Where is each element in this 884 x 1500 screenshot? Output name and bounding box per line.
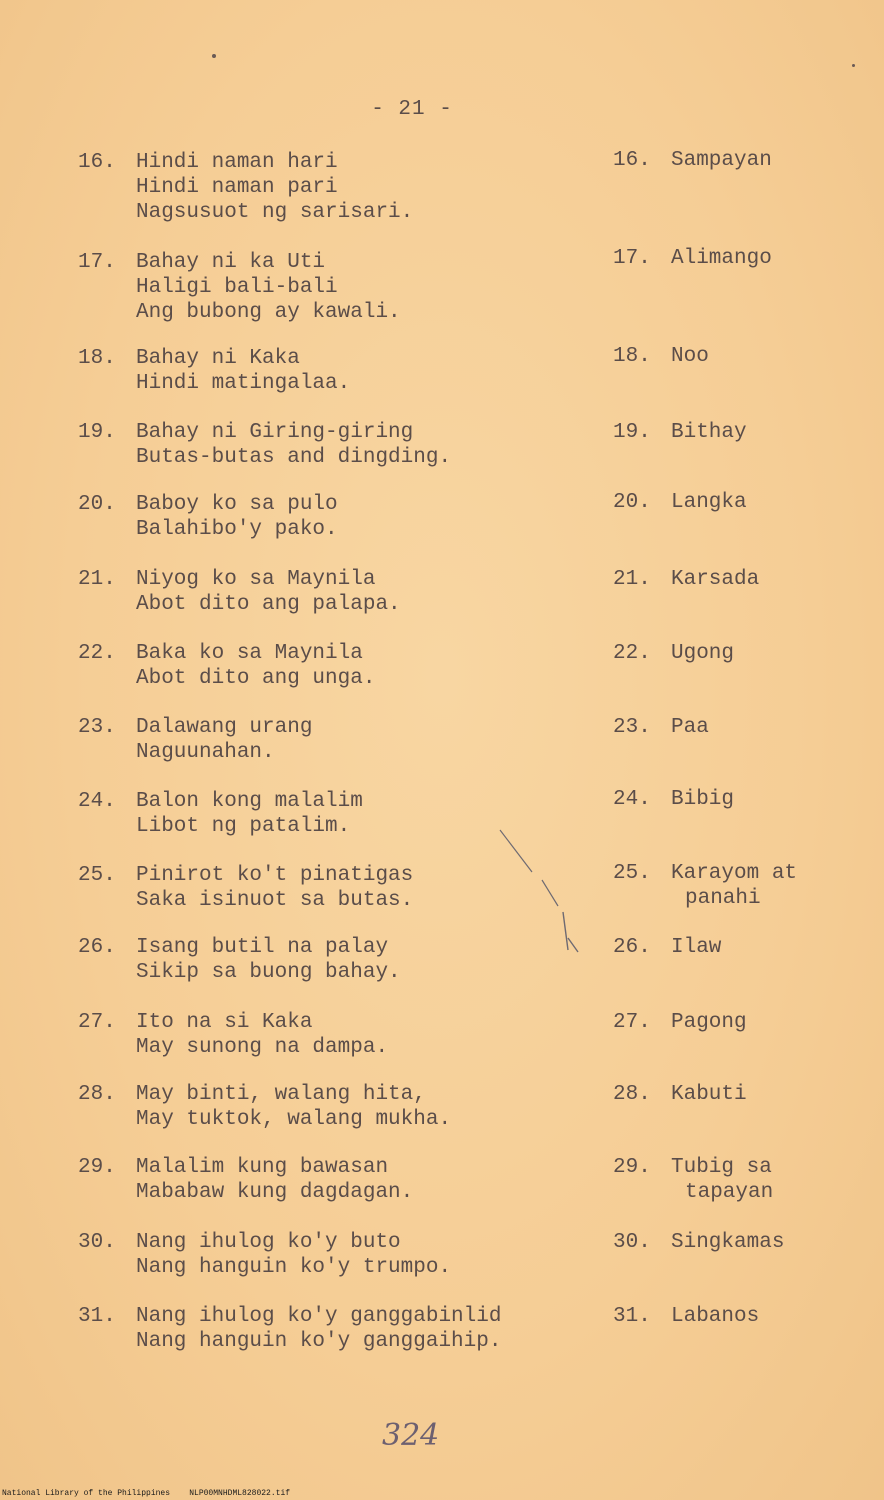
- riddle-line: Malalim kung bawasan: [136, 1156, 389, 1179]
- riddle-line: Ito na si Kaka: [136, 1011, 313, 1034]
- answer-number: 22.: [613, 642, 651, 665]
- riddle-line: May binti, walang hita,: [136, 1083, 426, 1106]
- riddle-line: Bahay ni ka Uti: [136, 251, 326, 274]
- answer-number: 19.: [613, 421, 651, 444]
- answer-number: 18.: [613, 345, 651, 368]
- riddle-line: May tuktok, walang mukha.: [136, 1108, 452, 1131]
- answer-number: 29.: [613, 1156, 651, 1179]
- riddle-line: Hindi naman hari: [136, 151, 338, 174]
- riddle-line: Dalawang urang: [136, 716, 313, 739]
- riddle-line: Bahay ni Giring-giring: [136, 421, 414, 444]
- answer-text: Noo: [671, 345, 709, 368]
- answer-text: Karsada: [671, 568, 760, 591]
- riddle-number: 19.: [78, 421, 116, 444]
- riddle-line: Bahay ni Kaka: [136, 347, 300, 370]
- riddle-line: Abot dito ang unga.: [136, 667, 376, 690]
- handwritten-page-note: 324: [382, 1418, 440, 1453]
- riddle-line: Saka isinuot sa butas.: [136, 889, 414, 912]
- answer-text: Alimango: [671, 247, 772, 270]
- answer-number: 30.: [613, 1231, 651, 1254]
- riddle-line: Isang butil na palay: [136, 936, 389, 959]
- answer-text: Tubig sa: [671, 1156, 772, 1179]
- riddle-line: Mababaw kung dagdagan.: [136, 1181, 414, 1204]
- answer-number: 25.: [613, 862, 651, 885]
- riddle-line: Abot dito ang palapa.: [136, 593, 401, 616]
- answer-number: 31.: [613, 1305, 651, 1328]
- answer-number: 20.: [613, 491, 651, 514]
- answer-number: 28.: [613, 1083, 651, 1106]
- answer-number: 23.: [613, 716, 651, 739]
- riddle-number: 21.: [78, 568, 116, 591]
- answer-number: 27.: [613, 1011, 651, 1034]
- riddle-number: 23.: [78, 716, 116, 739]
- riddle-line: Nagsusuot ng sarisari.: [136, 201, 414, 224]
- page-number: - 21 -: [371, 98, 453, 121]
- answer-text: Karayom at: [671, 862, 798, 885]
- answer-text: Ilaw: [671, 936, 722, 959]
- scan-footer: National Library of the Philippines NLP00MNHDML828022.tif: [2, 1489, 291, 1498]
- riddle-line: Nang hanguin ko'y trumpo.: [136, 1256, 452, 1279]
- riddle-line: Nang ihulog ko'y buto: [136, 1231, 401, 1254]
- riddle-line: Haligi bali-bali: [136, 276, 338, 299]
- riddle-line: Niyog ko sa Maynila: [136, 568, 376, 591]
- answer-text: Labanos: [671, 1305, 760, 1328]
- riddle-line: Baka ko sa Maynila: [136, 642, 363, 665]
- riddle-line: Hindi naman pari: [136, 176, 338, 199]
- riddle-number: 24.: [78, 790, 116, 813]
- answer-number: 16.: [613, 149, 651, 172]
- riddle-number: 18.: [78, 347, 116, 370]
- riddle-number: 27.: [78, 1011, 116, 1034]
- riddle-number: 22.: [78, 642, 116, 665]
- riddle-number: 16.: [78, 151, 116, 174]
- riddle-line: Pinirot ko't pinatigas: [136, 864, 414, 887]
- riddle-line: Naguunahan.: [136, 741, 275, 764]
- answer-text: Pagong: [671, 1011, 747, 1034]
- riddle-number: 17.: [78, 251, 116, 274]
- riddle-number: 28.: [78, 1083, 116, 1106]
- riddle-line: May sunong na dampa.: [136, 1036, 389, 1059]
- answer-text: Kabuti: [671, 1083, 747, 1106]
- answer-text: tapayan: [685, 1181, 774, 1204]
- riddle-number: 29.: [78, 1156, 116, 1179]
- riddle-line: Baboy ko sa pulo: [136, 493, 338, 516]
- answer-text: Ugong: [671, 642, 735, 665]
- riddle-line: Butas-butas and dingding.: [136, 446, 452, 469]
- riddle-line: Balahibo'y pako.: [136, 518, 338, 541]
- riddle-number: 30.: [78, 1231, 116, 1254]
- answer-number: 21.: [613, 568, 651, 591]
- riddle-line: Hindi matingalaa.: [136, 372, 351, 395]
- riddle-line: Nang ihulog ko'y ganggabinlid: [136, 1305, 502, 1328]
- answer-number: 26.: [613, 936, 651, 959]
- answer-text: Paa: [671, 716, 709, 739]
- riddle-number: 31.: [78, 1305, 116, 1328]
- riddle-line: Nang hanguin ko'y ganggaihip.: [136, 1330, 502, 1353]
- riddle-line: Libot ng patalim.: [136, 815, 351, 838]
- riddle-line: Ang bubong ay kawali.: [136, 301, 401, 324]
- answer-text: Bibig: [671, 788, 735, 811]
- riddle-line: Sikip sa buong bahay.: [136, 961, 401, 984]
- answer-number: 17.: [613, 247, 651, 270]
- riddle-number: 26.: [78, 936, 116, 959]
- riddle-number: 20.: [78, 493, 116, 516]
- answer-number: 24.: [613, 788, 651, 811]
- riddle-line: Balon kong malalim: [136, 790, 363, 813]
- answer-text: Langka: [671, 491, 747, 514]
- answer-text: Sampayan: [671, 149, 772, 172]
- answer-text: Bithay: [671, 421, 747, 444]
- answer-text: Singkamas: [671, 1231, 785, 1254]
- answer-text: panahi: [685, 887, 761, 910]
- riddle-number: 25.: [78, 864, 116, 887]
